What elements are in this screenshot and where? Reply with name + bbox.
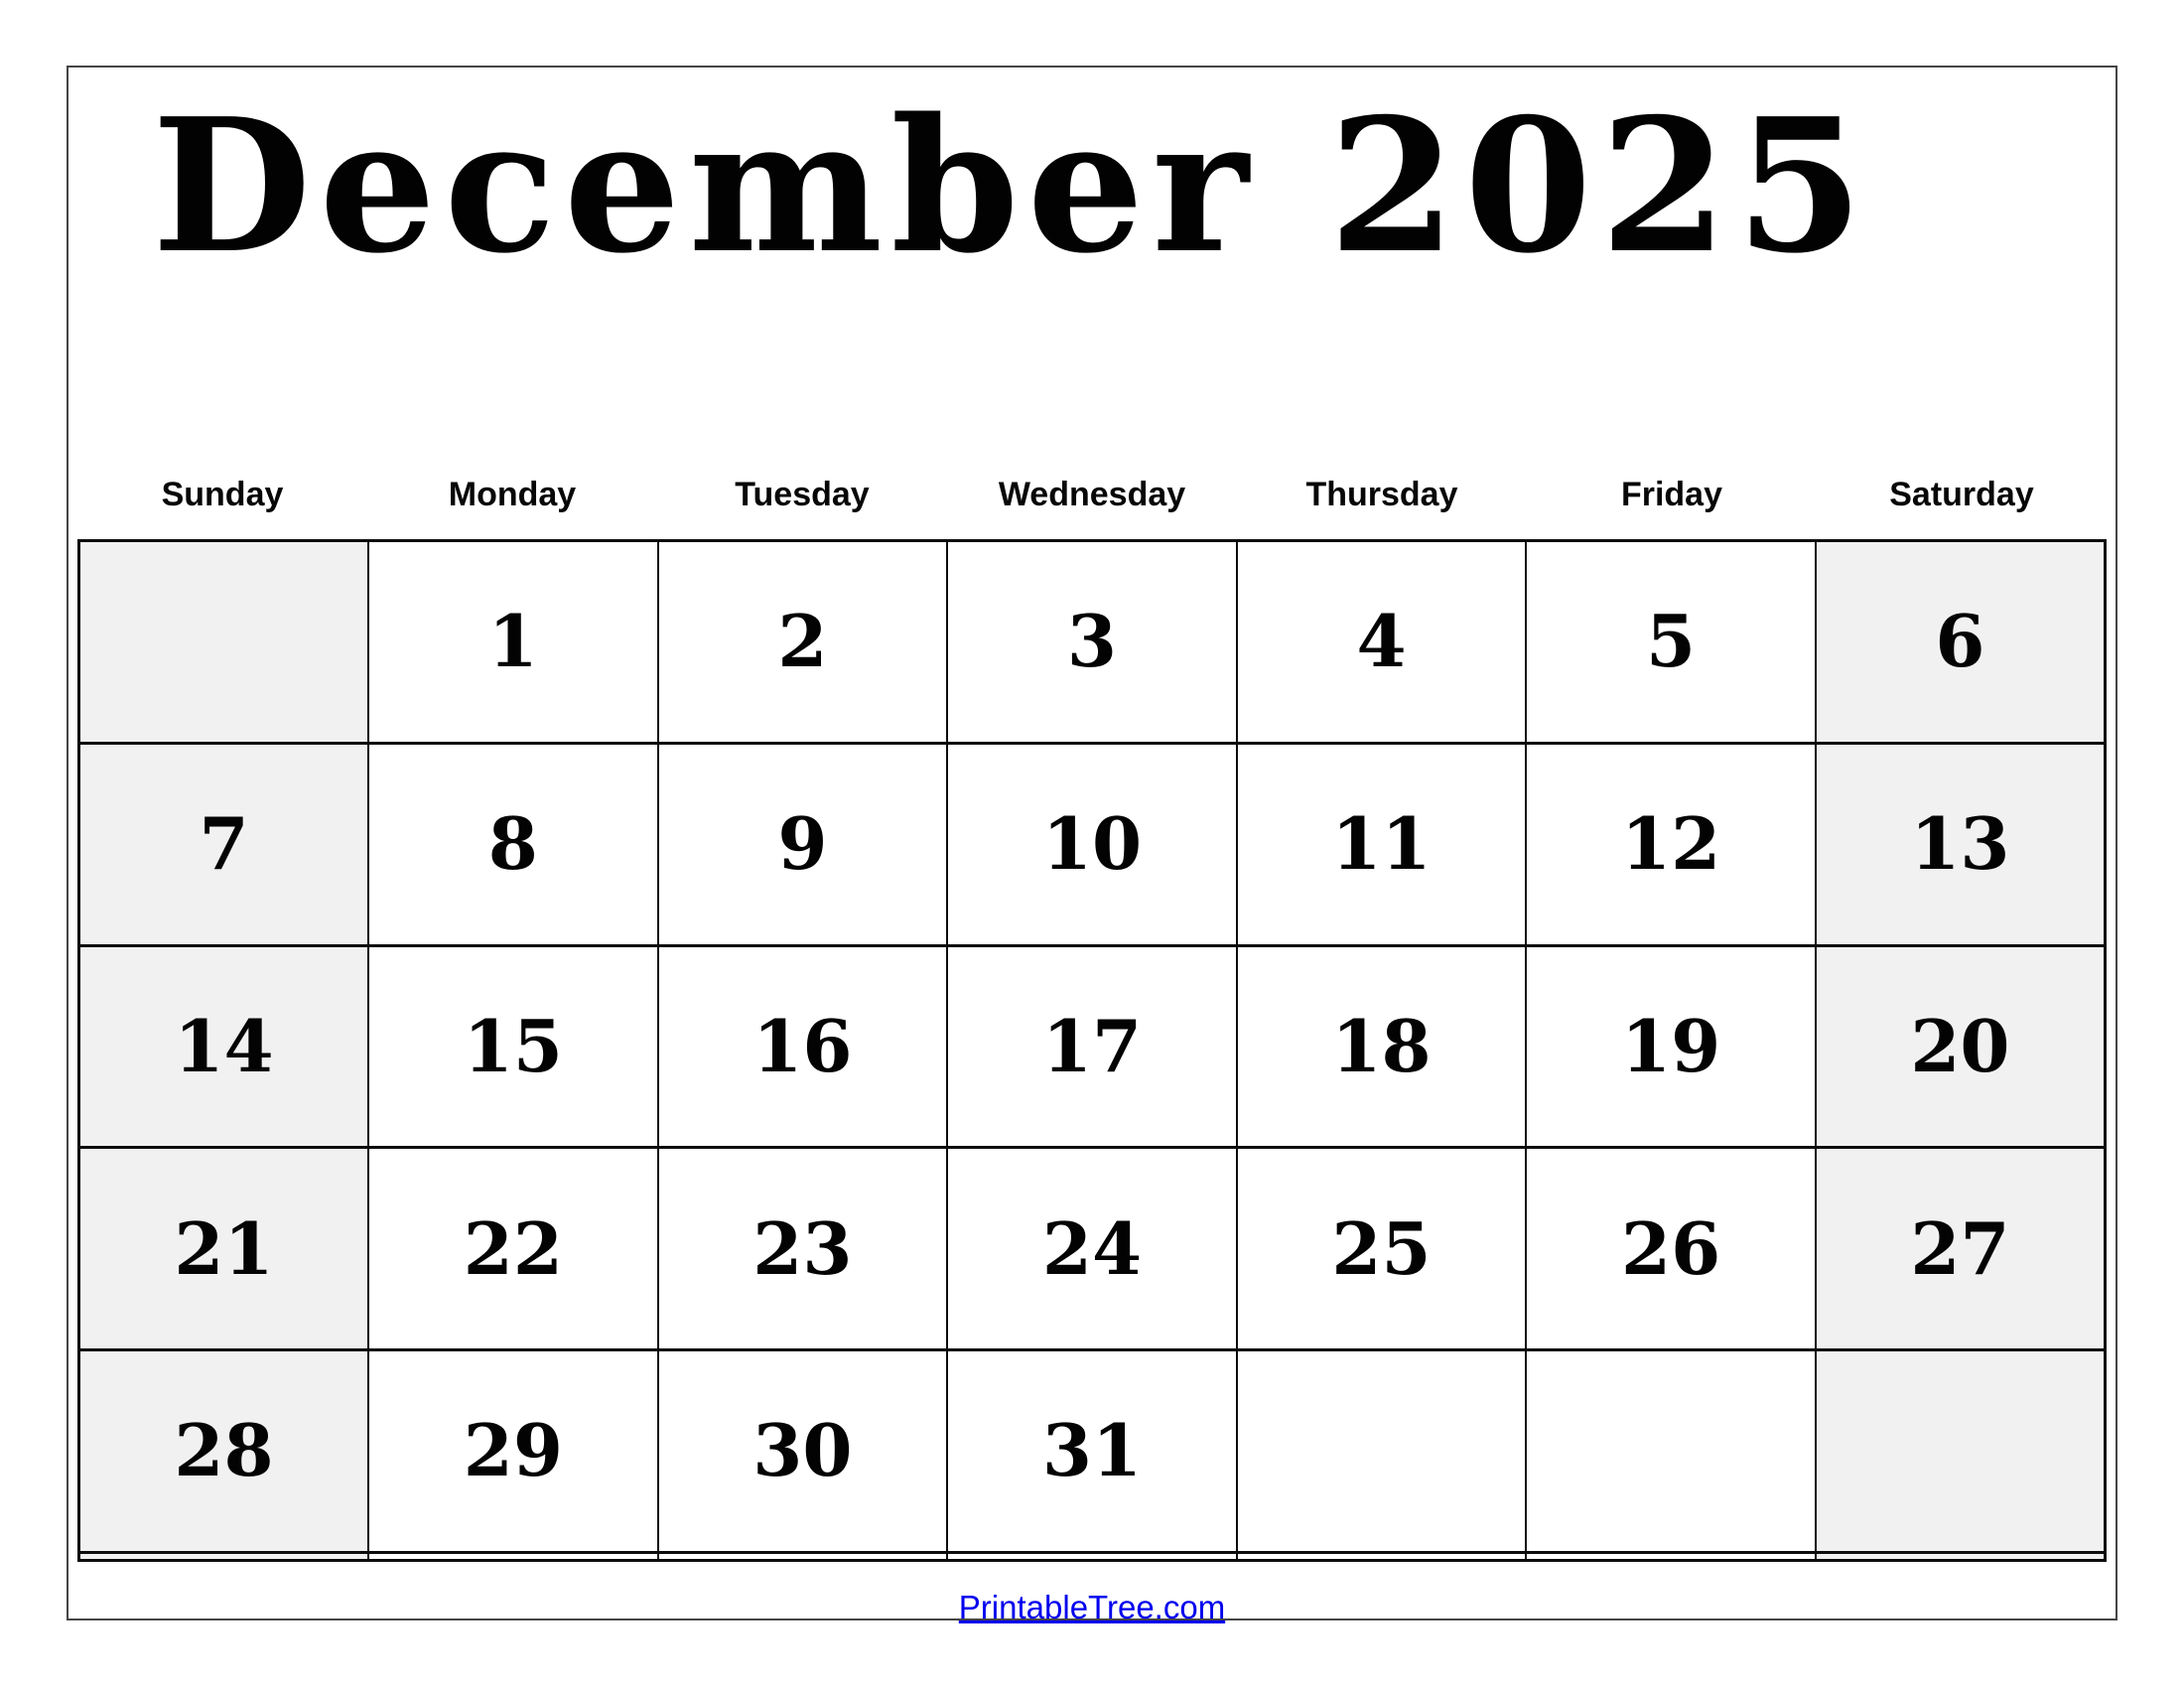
day-number: 28 [174,1408,274,1493]
day-cell [368,1350,658,1553]
day-cell [79,945,369,1148]
day-number: 8 [487,801,538,887]
day-cell [79,743,369,945]
day-number: 5 [1646,599,1697,684]
day-number: 29 [463,1408,563,1493]
day-cell [658,1350,948,1553]
weekday-header-saturday: Saturday [1889,475,2034,513]
day-cell [368,743,658,945]
day-number: 3 [1066,599,1118,684]
day-cell [79,1148,369,1350]
day-number: 21 [174,1205,274,1291]
day-number: 25 [1331,1205,1432,1291]
day-cell [1816,945,2106,1148]
day-number: 13 [1910,801,2010,887]
day-number: 20 [1910,1003,2010,1088]
day-cell [1237,541,1527,744]
day-number: 6 [1935,599,1985,684]
day-cell [368,945,658,1148]
day-cell [947,1552,1237,1560]
day-number: 23 [752,1205,853,1291]
day-cell [1526,945,1816,1148]
day-cell [1237,743,1527,945]
weekday-header-wednesday: Wednesday [998,475,1186,513]
calendar-frame [67,66,2117,1626]
day-number: 12 [1620,801,1721,887]
calendar-week-row [79,1350,2106,1553]
calendar-week-row [79,541,2106,744]
day-cell [658,1552,948,1560]
day-number: 31 [1041,1408,1143,1493]
day-cell [1816,1350,2106,1553]
day-number: 30 [752,1408,853,1493]
day-cell [79,541,369,744]
day-number: 17 [1041,1003,1143,1088]
day-number: 26 [1620,1205,1721,1291]
day-cell [1526,1552,1816,1560]
day-cell [1816,743,2106,945]
day-number: 16 [752,1003,853,1088]
day-number: 18 [1331,1003,1432,1088]
day-cell [1526,743,1816,945]
weekday-header-friday: Friday [1620,475,1723,513]
weekday-header-sunday: Sunday [161,475,284,513]
day-number: 1 [487,599,538,684]
weekday-header-thursday: Thursday [1305,475,1458,513]
day-number: 11 [1331,801,1432,887]
footer-link[interactable]: PrintableTree.com [958,1589,1226,1626]
calendar-week-row [79,1148,2106,1350]
calendar-week-row [79,1552,2106,1560]
calendar-title: December 2025 [152,77,1872,294]
day-cell [368,1148,658,1350]
day-cell [368,1552,658,1560]
day-cell [79,1350,369,1553]
day-cell [658,541,948,744]
day-cell [1526,1148,1816,1350]
calendar-grid [77,539,2107,1562]
day-number: 4 [1356,599,1407,684]
day-cell [1237,1552,1527,1560]
day-cell [658,945,948,1148]
day-number: 10 [1041,801,1143,887]
day-cell [1237,1148,1527,1350]
day-cell [1526,1350,1816,1553]
day-number: 15 [463,1003,563,1088]
day-number: 22 [463,1205,563,1291]
footer [68,1589,2116,1626]
day-cell [1816,1552,2106,1560]
day-cell [658,743,948,945]
day-cell [368,541,658,744]
day-cell [947,541,1237,744]
weekday-header-row [77,465,2107,524]
day-cell [1237,1350,1527,1553]
day-number: 27 [1910,1205,2010,1291]
day-number: 7 [199,801,249,887]
calendar-week-row [79,743,2106,945]
day-cell [947,1350,1237,1553]
day-cell [1526,541,1816,744]
day-number: 9 [777,801,828,887]
day-cell [658,1148,948,1350]
day-cell [79,1552,369,1560]
calendar-week-row [79,945,2106,1148]
day-number: 14 [174,1003,274,1088]
day-cell [947,945,1237,1148]
day-cell [1237,945,1527,1148]
day-cell [1816,1148,2106,1350]
day-cell [1816,541,2106,744]
day-cell [947,1148,1237,1350]
day-number: 19 [1620,1003,1721,1088]
day-number: 2 [777,599,828,684]
weekday-header-tuesday: Tuesday [735,475,870,513]
day-cell [947,743,1237,945]
day-number: 24 [1041,1205,1143,1291]
weekday-header-monday: Monday [448,475,577,513]
